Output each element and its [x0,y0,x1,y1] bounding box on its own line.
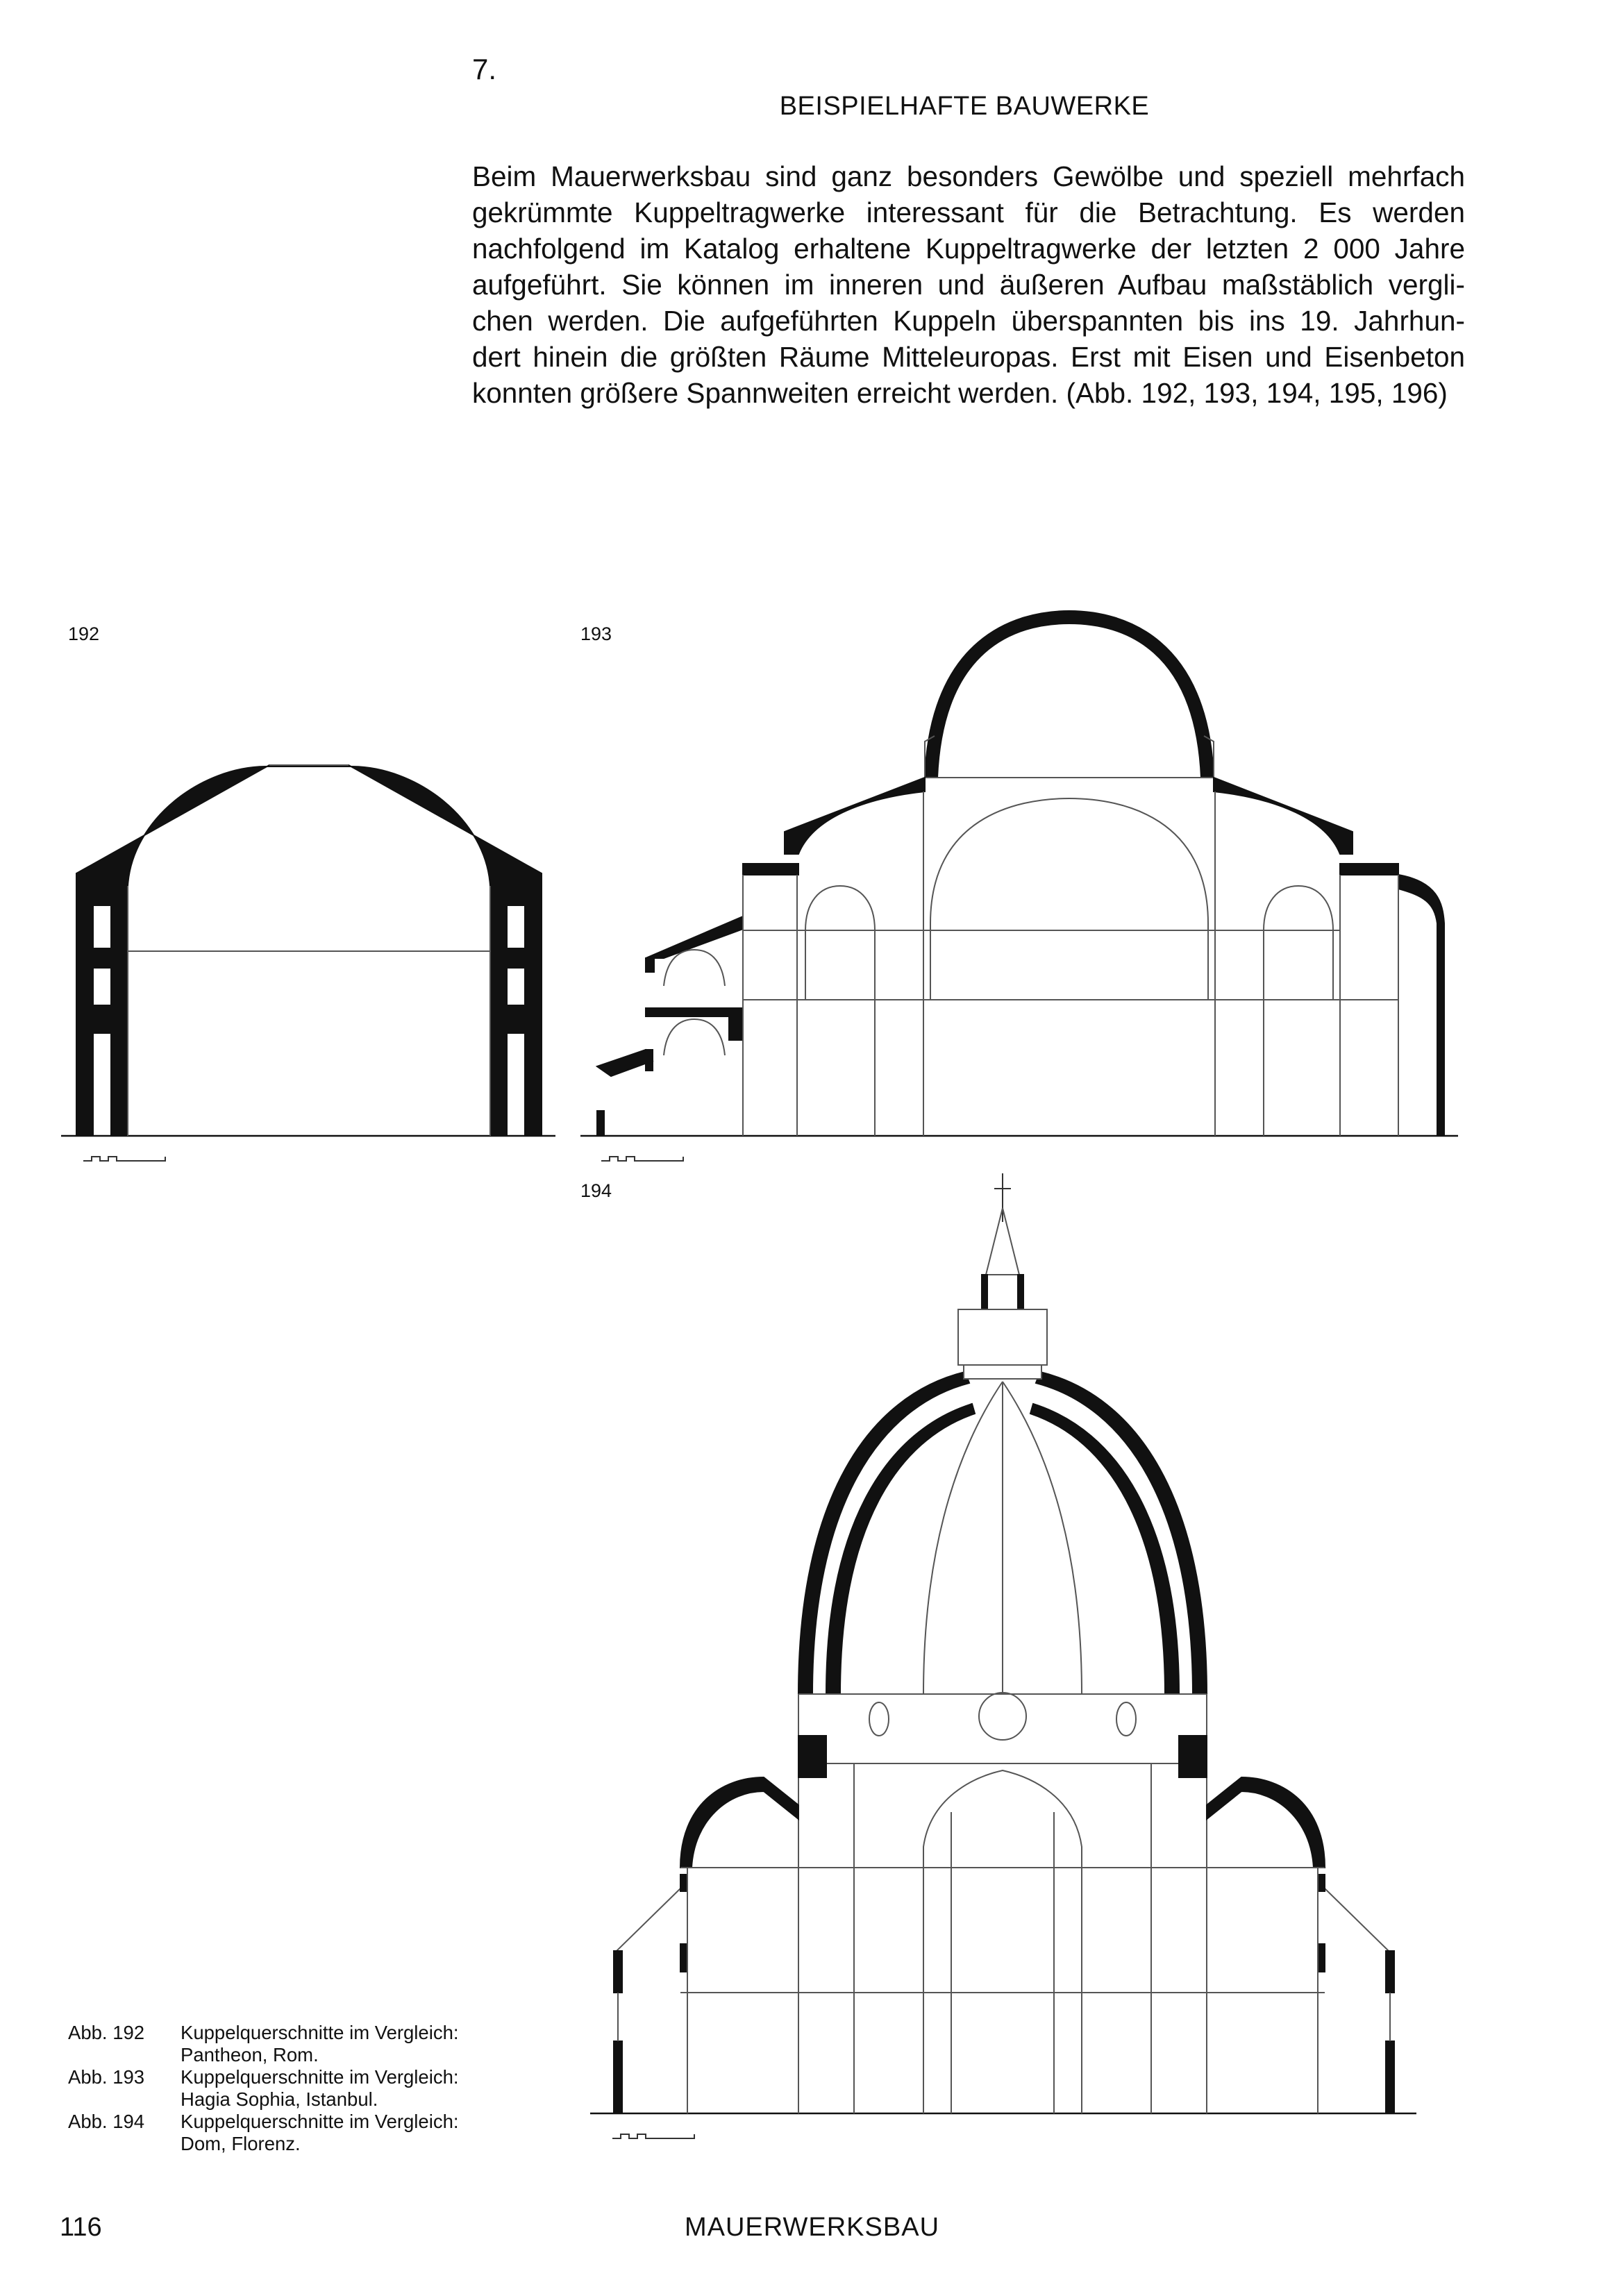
caption-item [68,2111,540,2155]
intro-line: chen werden. Die aufgeführten Kuppeln überspannten bis ins 19. Jahrhun- [472,305,1465,337]
intro-line: gekrümmte Kuppeltragwerke interessant für die Betrachtung. Es werden [472,196,1465,228]
caption-text [181,2066,459,2111]
intro-line: dert hinein die größten Räume Mitteleuropas. Erst mit Eisen und Eisenbeton [472,341,1465,373]
caption-line: Dom, Florenz. [181,2133,301,2154]
intro-line: aufgeführt. Sie können im inneren und äußeren Aufbau maßstäblich vergli- [472,269,1465,301]
intro-line: Beim Mauerwerksbau sind ganz besonders Gewölbe und speziell mehrfach [472,160,1465,192]
running-footer: MAUERWERKSBAU [684,2213,940,2242]
intro-line: konnten größere Spannweiten erreicht werden. (Abb. 192, 193, 194, 195, 196) [472,377,1448,409]
caption-item [68,2066,540,2111]
caption-text [181,2111,459,2155]
figure-193-number: 193 [580,623,612,644]
figure-192-number: 192 [68,623,100,644]
caption-line: Pantheon, Rom. [181,2044,319,2065]
figure-194-number: 194 [580,1180,612,1201]
figure-193-hagia-sophia-section [580,611,1458,1161]
caption-line: Hagia Sophia, Istanbul. [181,2088,378,2110]
figure-192-pantheon-section [61,765,555,1161]
caption-line: Kuppelquerschnitte im Vergleich: [181,2111,459,2132]
chapter-number: 7. [472,53,497,85]
caption-text [181,2022,459,2066]
chapter-title: BEISPIELHAFTE BAUWERKE [779,92,1150,121]
figure-captions [68,2022,540,2155]
caption-line: Kuppelquerschnitte im Vergleich: [181,2066,459,2088]
caption-label: Abb. 194 [68,2111,145,2132]
caption-line: Kuppelquerschnitte im Vergleich: [181,2022,459,2043]
intro-line: nachfolgend im Katalog erhaltene Kuppeltragwerke der letzten 2 000 Jahre [472,233,1465,265]
caption-item [68,2022,540,2066]
page-number: 116 [60,2213,102,2242]
figure-194-florence-section [590,1173,1416,2138]
caption-label: Abb. 192 [68,2022,145,2043]
caption-label: Abb. 193 [68,2066,145,2088]
